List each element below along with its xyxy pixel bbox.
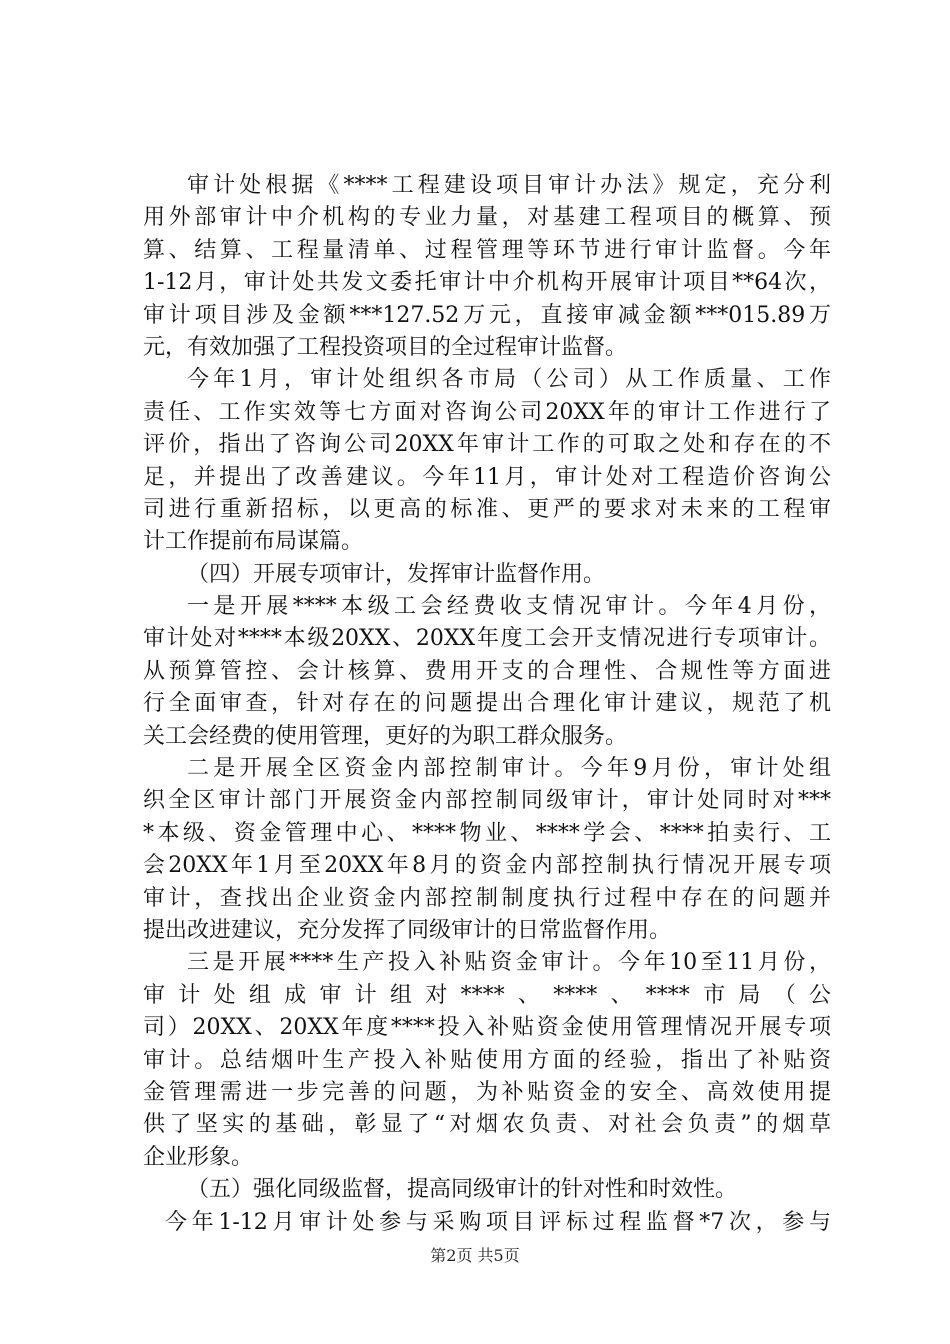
text-line: 计工作提前布局谋篇。 xyxy=(143,529,364,555)
text-line: 审计。总结烟叶生产投入补贴使用方面的经验，指出了补贴资 xyxy=(143,1047,831,1073)
text-line: （五）强化同级监督，提高同级审计的针对性和时效性。 xyxy=(187,1177,738,1203)
text-line: 审计，查找出企业资金内部控制制度执行过程中存在的问题并 xyxy=(143,885,831,911)
text-line: 用外部审计中介机构的专业力量，对基建工程项目的概算、预 xyxy=(143,205,831,231)
text-line: 评价，指出了咨询公司20XX年审计工作的可取之处和存在的不 xyxy=(143,432,831,458)
text-line: 司进行重新招标，以更高的标准、更严的要求对未来的工程审 xyxy=(143,496,831,522)
text-line: （四）开展专项审计，发挥审计监督作用。 xyxy=(187,561,606,587)
text-line: *本级、资金管理中心、****物业、****学会、****拍卖行、工 xyxy=(143,820,831,846)
text-line: 二是开展全区资金内部控制审计。今年9月份，审计处组 xyxy=(187,756,831,782)
text-line: 司）20XX、20XX年度****投入补贴资金使用管理情况开展专项 xyxy=(143,1015,831,1041)
document-body xyxy=(143,170,831,1239)
text-line: 今年1月，审计处组织各市局（公司）从工作质量、工作 xyxy=(187,367,831,393)
text-line: 提出改进建议，充分发挥了同级审计的日常监督作用。 xyxy=(143,917,672,943)
text-line: 元，有效加强了工程投资项目的全过程审计监督。 xyxy=(143,334,628,360)
text-line: 织全区审计部门开展资金内部控制同级审计，审计处同时对*** xyxy=(143,788,831,814)
text-line: 供了坚实的基础，彰显了“对烟农负责、对社会负责”的烟草 xyxy=(143,1112,831,1138)
text-line: 会20XX年1月至20XX年8月的资金内部控制执行情况开展专项 xyxy=(143,853,831,879)
text-line: 足，并提出了改善建议。今年11月，审计处对工程造价咨询公 xyxy=(143,464,831,490)
text-line: 一是开展****本级工会经费收支情况审计。今年4月份， xyxy=(187,594,831,620)
page-footer: 第2页 共5页 xyxy=(430,1246,520,1265)
text-line: 三是开展****生产投入补贴资金审计。今年10至11月份， xyxy=(187,950,831,976)
text-line: 算、结算、工程量清单、过程管理等环节进行审计监督。今年 xyxy=(143,237,831,263)
text-line: 1-12月，审计处共发文委托审计中介机构开展审计项目**64次， xyxy=(143,270,831,296)
text-line: 审计项目涉及金额***127.52万元，直接审减金额***015.89万 xyxy=(143,302,831,328)
text-line: 审计处对****本级20XX、20XX年度工会开支情况进行专项审计。 xyxy=(143,626,831,652)
text-line: 审计处根据《****工程建设项目审计办法》规定，充分利 xyxy=(187,173,831,198)
text-line: 从预算管控、会计核算、费用开支的合理性、合规性等方面进 xyxy=(143,658,831,684)
text-line: 今年1-12月审计处参与采购项目评标过程监督*7次，参与 xyxy=(165,1209,831,1235)
text-line: 企业形象。 xyxy=(143,1144,254,1170)
text-line: 关工会经费的使用管理，更好的为职工群众服务。 xyxy=(143,723,628,749)
text-line: 责任、工作实效等七方面对咨询公司20XX年的审计工作进行了 xyxy=(143,399,831,425)
text-line: 审计处组成审计组对****、****、****市局（公 xyxy=(143,982,831,1008)
text-line: 金管理需进一步完善的问题，为补贴资金的安全、高效使用提 xyxy=(143,1079,831,1105)
text-line: 行全面审查，针对存在的问题提出合理化审计建议，规范了机 xyxy=(143,691,831,717)
